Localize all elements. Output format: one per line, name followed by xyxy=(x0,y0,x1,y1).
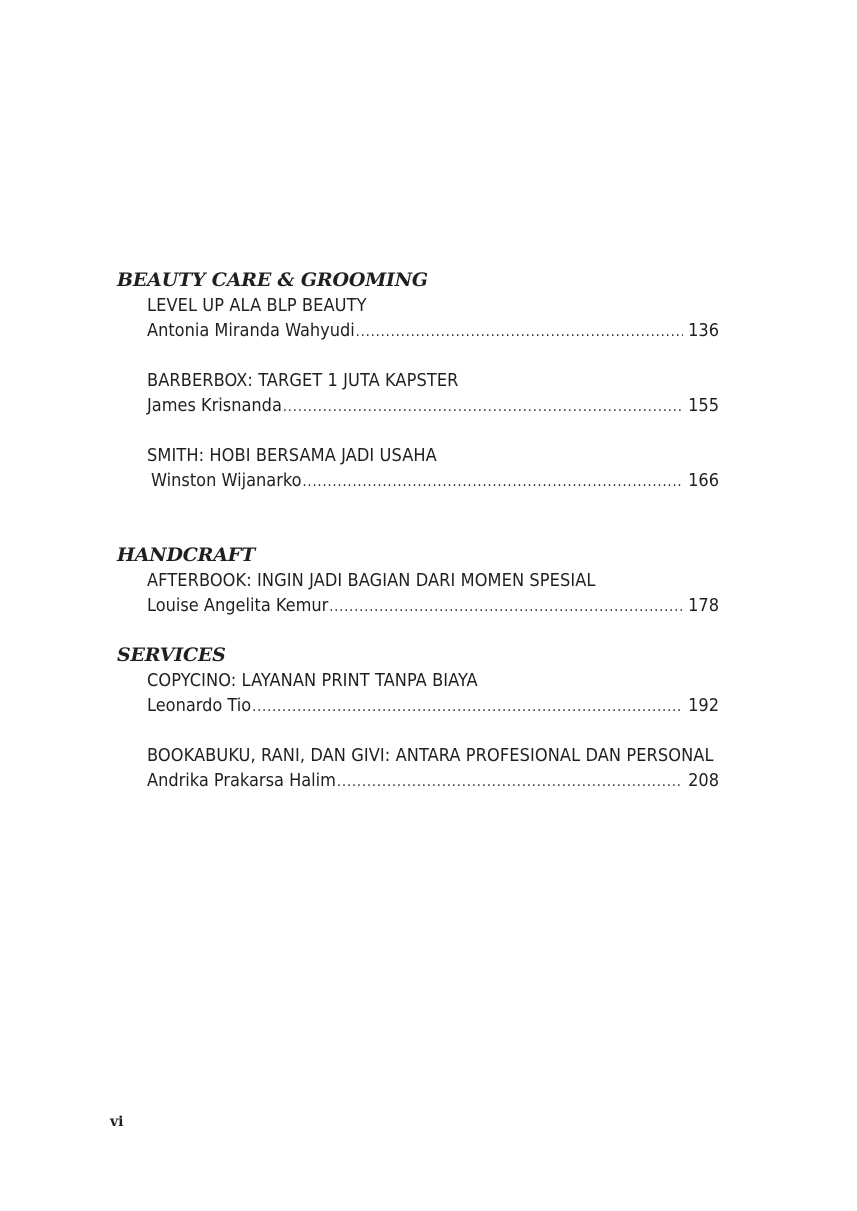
dot-leader xyxy=(337,770,683,795)
toc-entry[interactable] xyxy=(147,568,719,618)
entry-page-number: 178 xyxy=(688,595,719,616)
entry-title: SMITH: HOBI BERSAMA JADI USAHA xyxy=(147,445,437,466)
entry-line xyxy=(147,593,719,618)
entry-title: LEVEL UP ALA BLP BEAUTY xyxy=(147,295,367,316)
entry-line xyxy=(147,393,719,418)
entry-author: Andrika Prakarsa Halim xyxy=(147,770,336,791)
entry-author: Leonardo Tio xyxy=(147,695,252,716)
table-of-contents xyxy=(117,268,719,793)
dot-leader xyxy=(283,395,683,420)
section-title-beauty-care: BEAUTY CARE & GROOMING xyxy=(117,269,428,291)
toc-entry[interactable] xyxy=(147,443,719,493)
toc-entry[interactable] xyxy=(147,743,719,793)
spacer xyxy=(117,618,719,643)
section-title-handcraft: HANDCRAFT xyxy=(117,544,256,566)
page-folio: vi xyxy=(110,1114,124,1130)
entry-title: COPYCINO: LAYANAN PRINT TANPA BIAYA xyxy=(147,670,478,691)
entry-title: BOOKABUKU, RANI, DAN GIVI: ANTARA PROFESIONAL DAN PERSONAL xyxy=(147,745,714,766)
dot-leader xyxy=(303,470,684,495)
dot-leader xyxy=(252,695,683,720)
entry-author: Winston Wijanarko xyxy=(151,470,302,491)
entry-page-number: 155 xyxy=(688,395,719,416)
entry-page-number: 208 xyxy=(688,770,719,791)
entry-author: Antonia Miranda Wahyudi xyxy=(147,320,355,341)
spacer xyxy=(117,343,719,368)
toc-entry[interactable] xyxy=(147,368,719,418)
entry-author: Louise Angelita Kemur xyxy=(147,595,329,616)
entry-line xyxy=(147,768,719,793)
spacer xyxy=(117,493,719,543)
dot-leader xyxy=(329,595,683,620)
entry-line xyxy=(147,693,719,718)
entry-line xyxy=(147,318,719,343)
entry-title: BARBERBOX: TARGET 1 JUTA KAPSTER xyxy=(147,370,459,391)
entry-title: AFTERBOOK: INGIN JADI BAGIAN DARI MOMEN SPESIAL xyxy=(147,570,596,591)
entry-page-number: 166 xyxy=(688,470,719,491)
entry-author: James Krisnanda xyxy=(147,395,282,416)
entry-page-number: 192 xyxy=(688,695,719,716)
entry-page-number: 136 xyxy=(688,320,719,341)
section-title-services: SERVICES xyxy=(117,644,226,666)
entry-line xyxy=(147,468,719,493)
spacer xyxy=(117,418,719,443)
dot-leader xyxy=(356,320,683,345)
spacer xyxy=(117,718,719,743)
toc-entry[interactable] xyxy=(147,293,719,343)
toc-entry[interactable] xyxy=(147,668,719,718)
